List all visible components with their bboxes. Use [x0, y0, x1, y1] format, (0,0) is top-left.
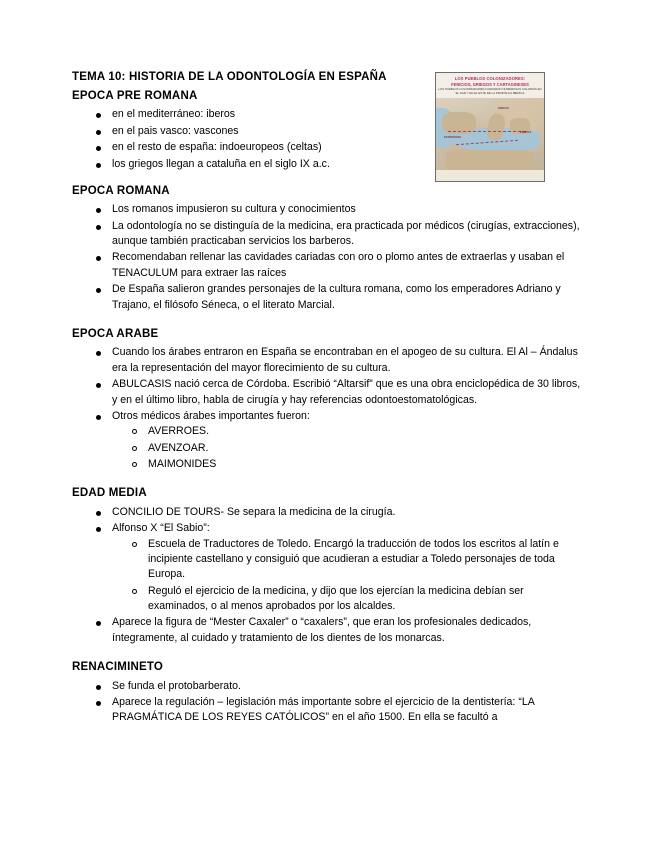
list-item: [72, 282, 582, 313]
sub-list: [112, 537, 582, 615]
list-item: [72, 521, 582, 614]
list-item: [72, 202, 582, 217]
list-item-text: Otros médicos árabes importantes fueron:: [112, 409, 310, 422]
map-label-tartessos: TARTESSOS: [444, 135, 462, 139]
sub-list-item: [112, 584, 582, 615]
list-item: [72, 124, 582, 139]
list-item: [72, 345, 582, 376]
section-renacimineto: [72, 660, 582, 726]
list-item-text: Aparece la regulación – legislación más importante sobre el ejercicio de la dentistería: “LA PRAGMÁTICA DE LOS REYES CATÓLICOS” en el año 1500. En ella se facultó a: [112, 695, 535, 724]
sub-list-item: [112, 424, 582, 439]
list-item-text: ABULCASIS nació cerca de Córdoba. Escribió “Altarsif” que es una obra enciclopédica de 30 libros, y en el último libro, habla de cirugía y hay referencias odontoestomatológicas.: [112, 378, 581, 406]
list-item-text: De España salieron grandes personajes de la cultura romana, como los emperadores Adriano y Trajano, el filósofo Séneca, o el literato Marcial.: [112, 283, 561, 311]
list-item-text: los griegos llegan a cataluña en el siglo IX a.c.: [112, 157, 330, 170]
list-item: [72, 219, 582, 250]
section-list: [72, 345, 582, 472]
section-epoca-romana: [72, 184, 582, 313]
document-content: [72, 70, 582, 740]
sub-list-item: [112, 537, 582, 583]
list-item: [72, 157, 582, 172]
map-label-fenicia: FENICIA: [520, 130, 532, 134]
list-item: [72, 107, 582, 122]
section-list: [72, 202, 582, 313]
list-item: [72, 505, 582, 520]
map-title-line1: LOS PUEBLOS COLONIZADORES:: [454, 76, 526, 81]
sub-list: [112, 424, 582, 472]
list-item-text: La odontología no se distinguía de la medicina, era practicada por médicos (cirugías, extracciones), aunque también practicaban servicios los barberos.: [112, 219, 580, 248]
list-item-text: Cuando los árabes entraron en España se encontraban en el apogeo de su cultura. El Al – Ándalus era la representación del mayor florecimiento de su cultura.: [112, 346, 578, 374]
list-item-text: en el mediterráneo: iberos: [112, 108, 236, 121]
list-item: [72, 250, 582, 281]
map-label-grecia: GRECIA: [498, 106, 510, 110]
section-heading: EPOCA ROMANA: [72, 184, 170, 197]
list-item-text: Los romanos impusieron su cultura y conocimientos: [112, 203, 356, 216]
sub-list-item-text: Reguló el ejercicio de la medicina, y dijo que los ejercían la medicina debían ser examinados, o al menos aprobados por los alcaldes.: [148, 584, 524, 612]
list-item: [72, 140, 582, 155]
section-epoca-pre-romana: [72, 89, 582, 172]
section-list: [72, 679, 582, 726]
list-item-text: Recomendaban rellenar las cavidades cariadas con oro o plomo antes de extraerlas y usaban el TENACULUM para extraer las raíces: [112, 251, 565, 279]
list-item: [72, 615, 582, 646]
list-item-text: Aparece la figura de “Mester Caxaler” o “caxalers”, que eran los profesionales dedicados, íntegramente, al cuidado y tratamiento de los dientes de los monarcas.: [112, 616, 532, 644]
list-item: [72, 409, 582, 472]
section-edad-media: [72, 486, 582, 646]
list-item-text: en el resto de españa: indoeuropeos (celtas): [112, 141, 322, 154]
map-caption: LOS PUEBLOS COLONIZADORES FUNDARON NUMEROSAS COLONIAS EN EL SUR Y EN EL ESTE DE LA PENINSULA IBERICA: [438, 87, 542, 95]
sub-list-item: [112, 457, 582, 472]
section-heading: EPOCA PRE ROMANA: [72, 89, 198, 102]
map-title-line2: FENICIOS, GRIEGOS Y CARTAGINESES: [451, 81, 529, 87]
section-heading: EPOCA ARABE: [72, 327, 159, 340]
list-item-text: Se funda el protobarberato.: [112, 679, 241, 692]
list-item: [72, 695, 582, 726]
list-item-text: CONCILIO DE TOURS- Se separa la medicina de la cirugía.: [112, 505, 396, 518]
section-list: [72, 505, 582, 646]
sub-list-item-text: AVERROES.: [148, 425, 210, 438]
section-epoca-arabe: [72, 327, 582, 472]
section-heading: EDAD MEDIA: [72, 487, 147, 500]
sub-list-item-text: AVENZOAR.: [148, 441, 209, 454]
list-item: [72, 377, 582, 408]
section-list: [72, 107, 582, 171]
list-item: [72, 679, 582, 694]
page-title: TEMA 10: HISTORIA DE LA ODONTOLOGÍA EN ESPAÑA: [72, 71, 387, 83]
list-item-text: en el pais vasco: vascones: [112, 124, 239, 137]
sub-list-item-text: MAIMONIDES: [148, 457, 217, 470]
sub-list-item: [112, 441, 582, 456]
list-item-text: Alfonso X “El Sabio”:: [112, 522, 210, 535]
section-heading: RENACIMINETO: [72, 661, 163, 674]
sub-list-item-text: Escuela de Traductores de Toledo. Encargó la traducción de todos los escritos al latín e incipiente castellano y consiguió que acudieran a estudiar a Toledo personajes de toda Europa.: [148, 537, 559, 581]
